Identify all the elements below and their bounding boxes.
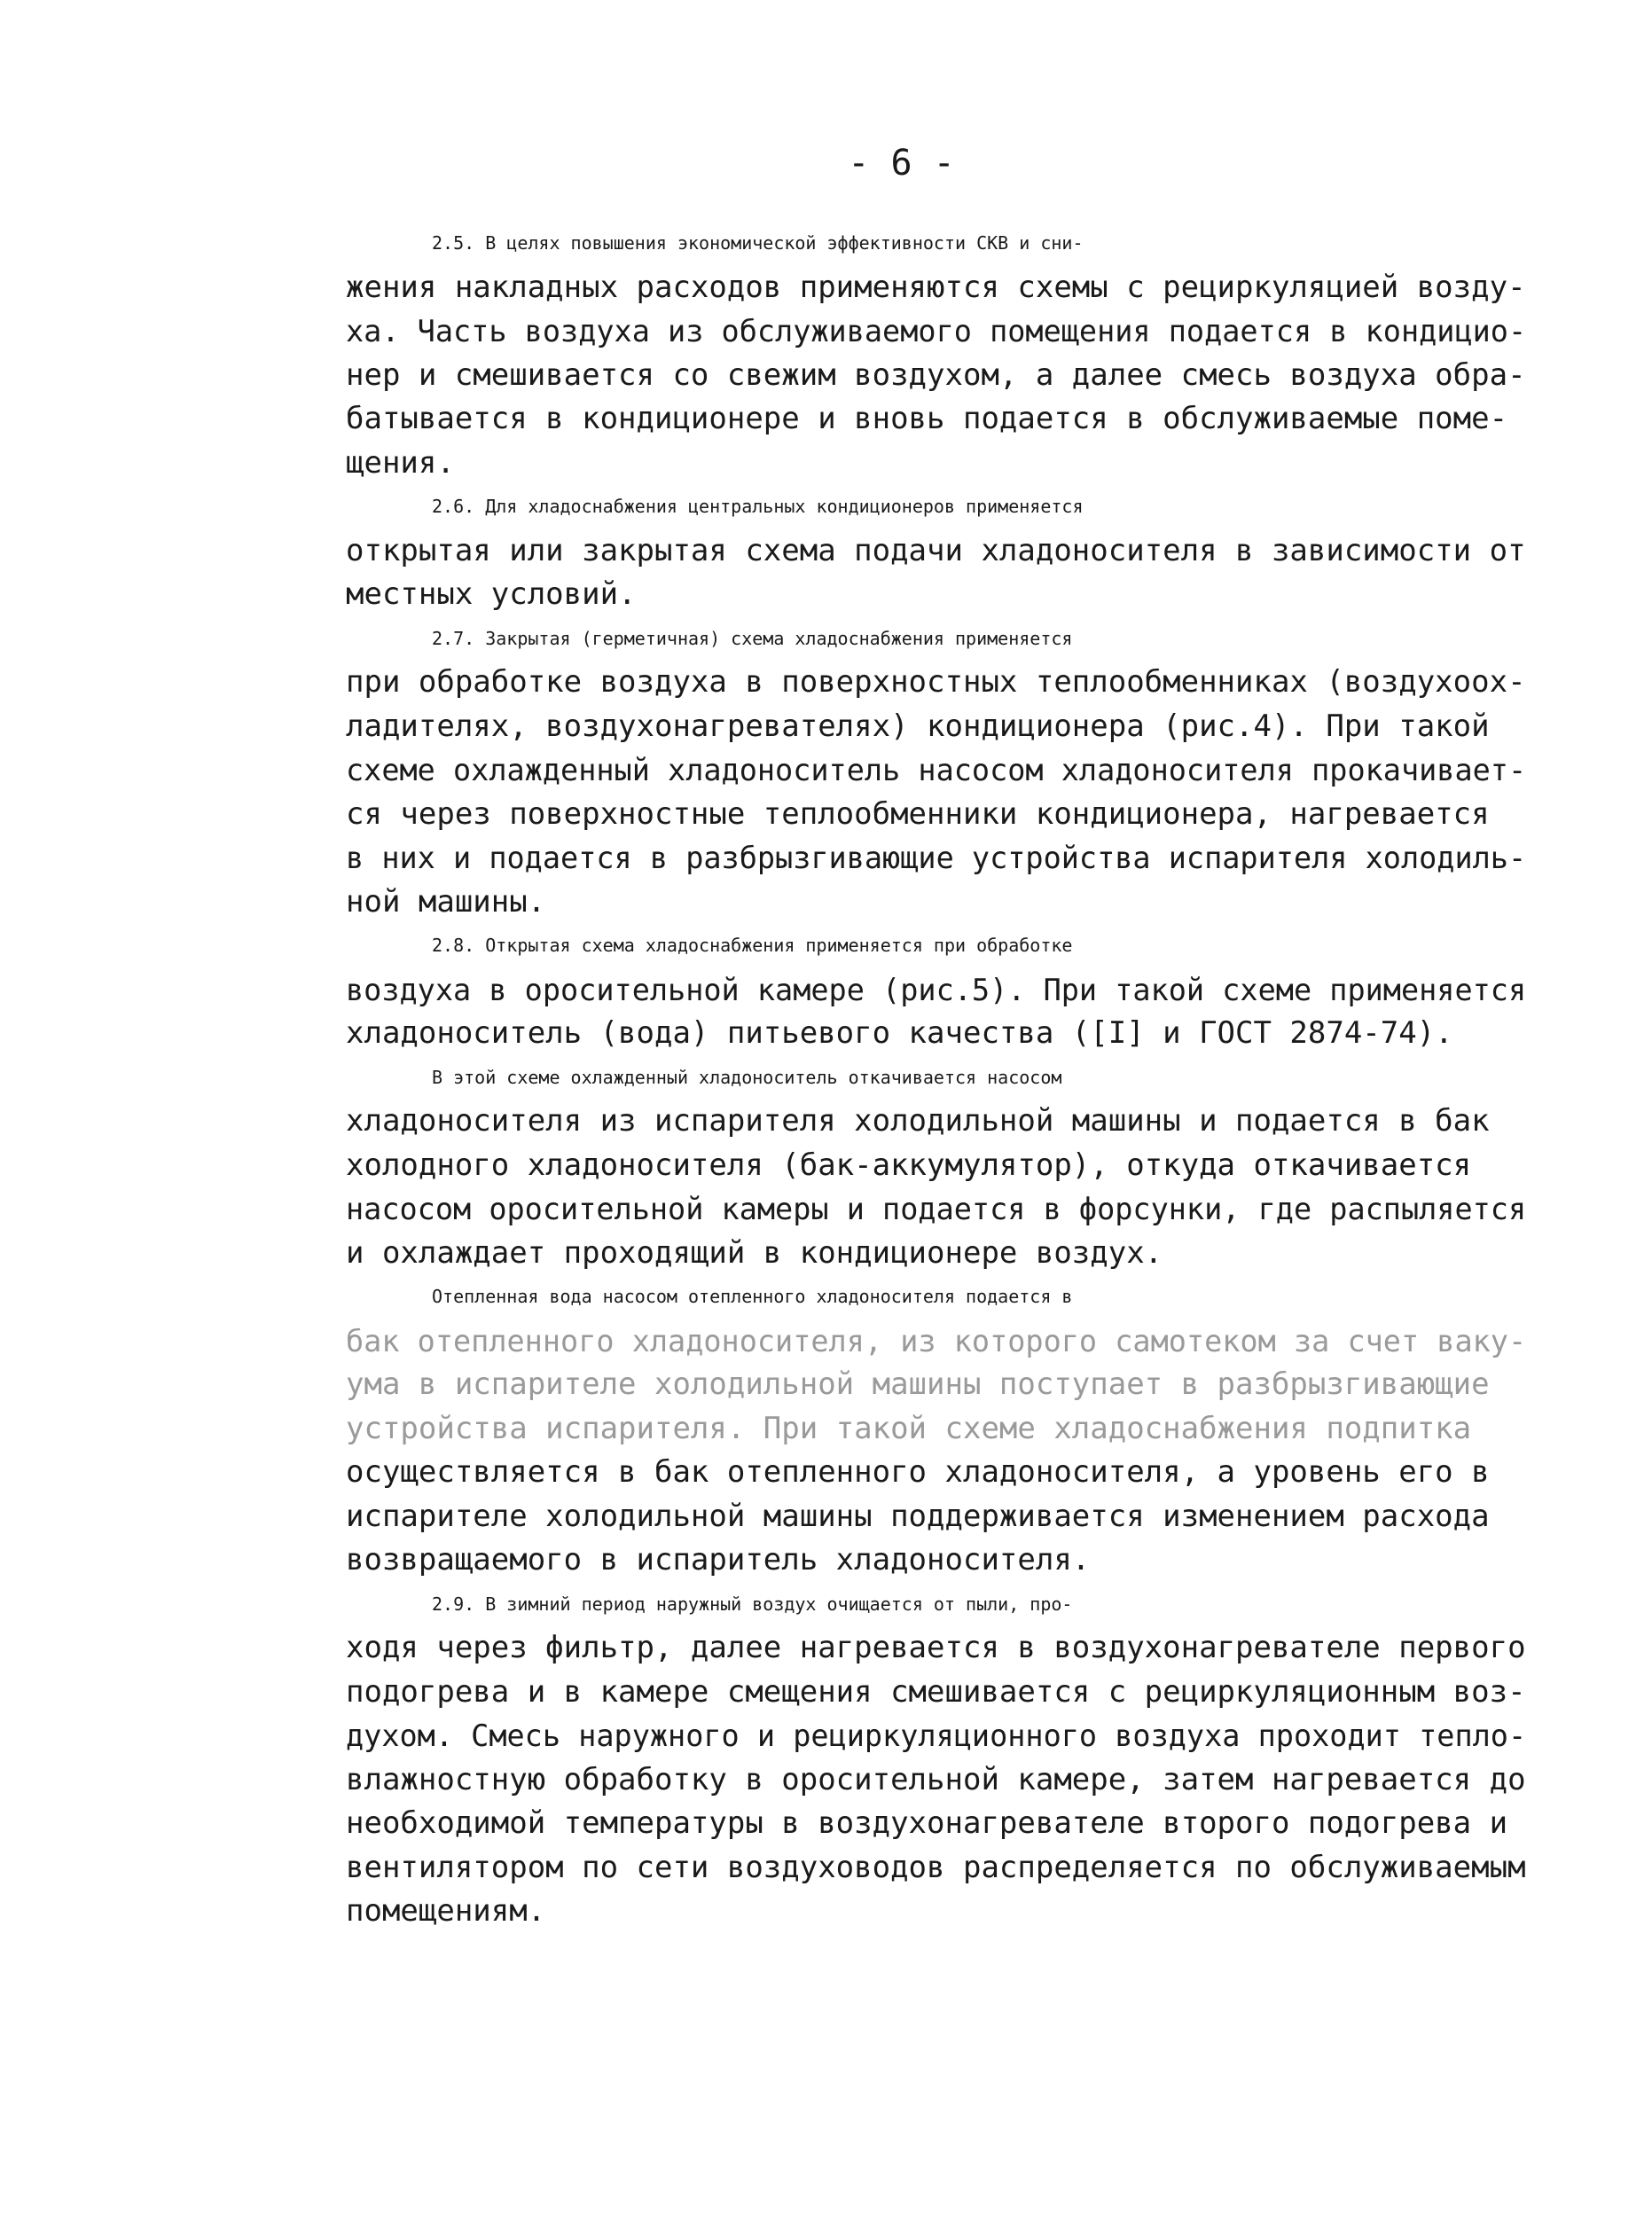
text-line: хладоносителя из испарителя холодильной машины и подается в бак [346, 1103, 1490, 1139]
text-line: духом. Смесь наружного и рециркуляционного воздуха проходит тепло- [346, 1718, 1527, 1753]
text-line: 2.9. В зимний период наружный воздух очищается от пыли, про- [432, 1593, 1073, 1615]
text-line: открытая или закрытая схема подачи хладоносителя в зависимости от [346, 532, 1526, 568]
text-line: схеме охлажденный хладоноситель насосом хладоносителя прокачивает- [346, 753, 1527, 787]
text-line: ся через поверхностные теплообменники кондиционера, нагревается [346, 795, 1490, 832]
text-line: осуществляется в бак отепленного хладоносителя, а уровень его в [346, 1454, 1490, 1490]
text-line: В этой схеме охлажденный хладоноситель откачивается насосом [432, 1066, 1062, 1088]
text-line: холодного хладоносителя (бак-аккумулятор), откуда откачивается [346, 1147, 1472, 1183]
text-line: ходя через фильтр, далее нагревается в воздухонагревателе первого [346, 1630, 1526, 1665]
text-line: испарителе холодильной машины поддерживается изменением расхода [346, 1498, 1490, 1534]
text-line: возвращаемого в испаритель хладоносителя. [346, 1542, 1091, 1577]
text-line: хладоноситель (вода) питьевого качества ([I] и ГОСТ 2874-74). [346, 1015, 1453, 1051]
text-line: батывается в кондиционере и вновь подается в обслуживаемые поме- [346, 401, 1508, 436]
text-line: 2.7. Закрытая (герметичная) схема хладоснабжения применяется [432, 627, 1073, 649]
text-line: жения накладных расходов применяются схемы с рециркуляцией возду- [346, 269, 1526, 305]
text-line: ха. Часть воздуха из обслуживаемого помещения подается в кондицио- [346, 314, 1527, 348]
text-line: влажностную обработку в оросительной камере, затем нагревается до [346, 1761, 1526, 1797]
text-line: необходимой температуры в воздухонагревателе второго подогрева и [346, 1805, 1508, 1841]
text-line: при обработке воздуха в поверхностных теплообменниках (воздухоох- [346, 664, 1526, 700]
page-number: - 6 - [848, 143, 955, 184]
text-line: нер и смешивается со свежим воздухом, а далее смесь воздуха обра- [346, 356, 1526, 393]
text-line: Отепленная вода насосом отепленного хладоносителя подается в [432, 1286, 1073, 1307]
text-line: ума в испарителе холодильной машины поступает в разбрызгивающие [346, 1366, 1490, 1402]
text-line: в них и подается в разбрызгивающие устройства испарителя холодиль- [346, 841, 1527, 875]
text-line: подогрева и в камере смещения смешивается с рециркуляционным воз- [346, 1673, 1526, 1710]
text-line: устройства испарителя. При такой схеме хладоснабжения подпитка [346, 1410, 1472, 1446]
text-line: вентилятором по сети воздуховодов распределяется по обслуживаемым [346, 1849, 1526, 1885]
text-line: ной машины. [346, 883, 546, 920]
text-line: ладителях, воздухонагревателях) кондиционера (рис.4). При такой [346, 708, 1490, 744]
text-line: воздуха в оросительной камере (рис.5). При такой схеме применяется [346, 972, 1527, 1007]
text-line: 2.8. Открытая схема хладоснабжения применяется при обработке [432, 935, 1073, 956]
text-line: насосом оросительной камеры и подается в форсунки, где распыляется [346, 1192, 1527, 1226]
text-line: помещениям. [346, 1893, 546, 1929]
text-line: щения. [346, 444, 455, 481]
text-line: 2.6. Для хладоснабжения центральных кондиционеров применяется [432, 496, 1084, 517]
document-text-body [346, 222, 1534, 1934]
text-line: и охлаждает проходящий в кондиционере воздух. [346, 1234, 1163, 1271]
text-line: бак отепленного хладоносителя, из которого самотеком за счет ваку- [346, 1323, 1527, 1358]
text-line: местных условий. [346, 576, 637, 612]
text-line: 2.5. В целях повышения экономической эффективности СКВ и сни- [432, 232, 1084, 254]
